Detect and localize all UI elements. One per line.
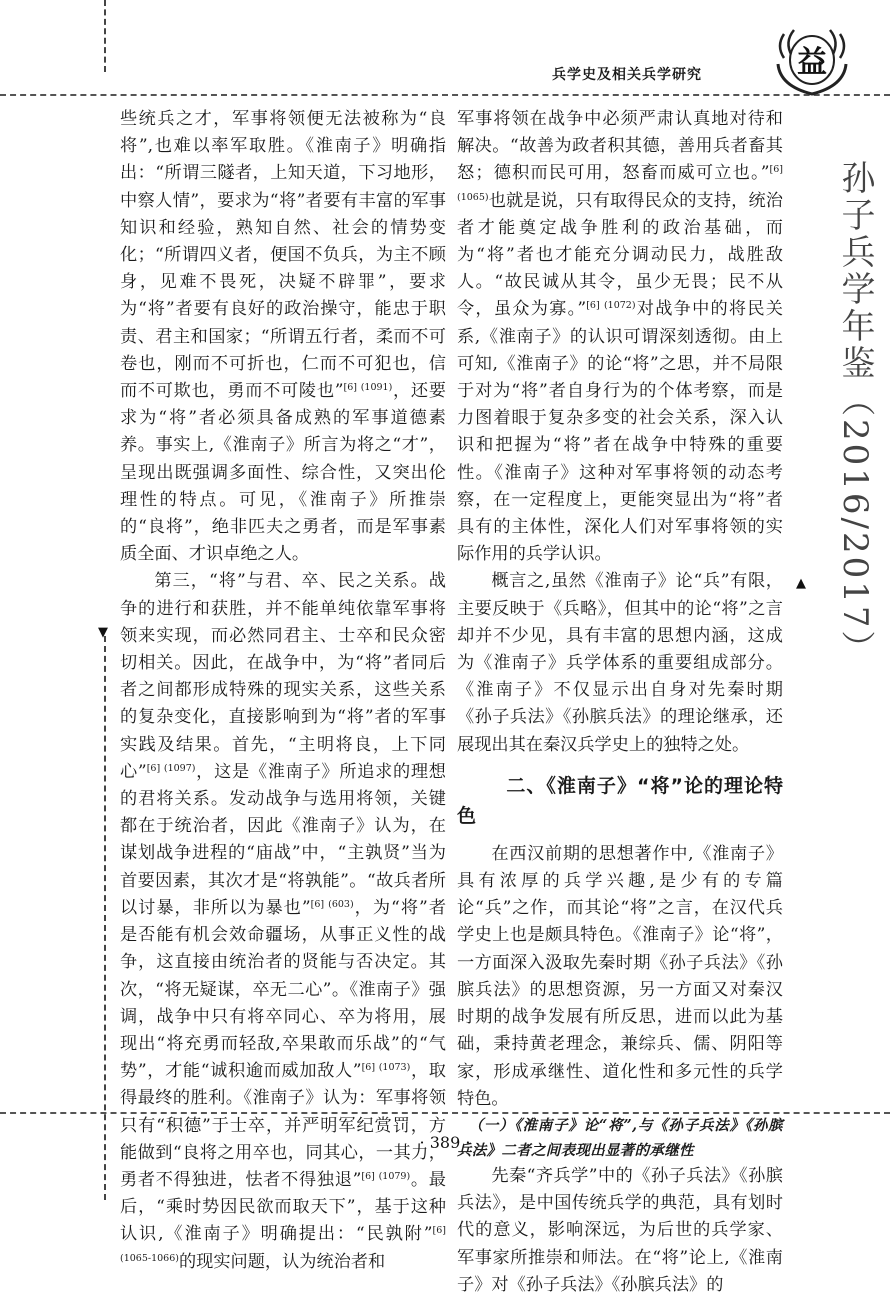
header-dashed-rule xyxy=(0,94,890,96)
paragraph: 概言之,虽然《淮南子》论“兵”有限，主要反映于《兵略》，但其中的论“将”之言却并不少见，具有丰富的思想内涵，这成为《淮南子》兵学体系的重要组成部分。《淮南子》不仅显示出自身对先秦时期《孙子兵法》《孙膑兵法》的理论继承，还展现出其在秦汉兵学史上的独特之处。 xyxy=(457,571,783,755)
triangle-down-icon: ▼ xyxy=(98,625,108,640)
paragraph: 些统兵之才，军事将领便无法被称为“良将”,也难以率军取胜。《淮南子》明确指出：“所谓三隧者，上知天道，下习地形，中察人情”，要求为“将”者要有丰富的军事知识和经验，熟知自然、社会的情势变化；“所谓四义者，便国不负兵，为主不顾身，见难不畏死，决疑不辟罪”，要求为“将”者要有良好的政治操守，能忠于职责、君主和国家；“所谓五行者，柔而不可卷也，刚而不可折也，仁而不可犯也，信而不可欺也，勇而不可陵也”$^{[6] (1091)}$，还要求为“将”者必须具备成熟的军事道德素养。事实上,《淮南子》所言为将之“才”，呈现出既强调多面性、综合性，又突出伦理性的特点。可见，《淮南子》所推崇的“良将”，绝非匹夫之勇者，而是军事素质全面、才识卓绝之人。 xyxy=(120,109,446,565)
subsection-heading: （一）《淮南子》论“将”,与《孙子兵法》《孙膑兵法》二者之间表现出显著的承继性 xyxy=(457,1116,783,1159)
citation: [6] (1065) xyxy=(457,164,783,203)
paragraph: 先秦“齐兵学”中的《孙子兵法》《孙膑兵法》，是中国传统兵学的典范，具有划时代的意义，影响深远，为后世的兵学家、军事家所推崇和师法。在“将”论上,《淮南子》对《孙子兵法》《孙膑兵法》的 xyxy=(457,1165,783,1295)
paragraph: 军事将领在战争中必须严肃认真地对待和解决。“故善为政者积其德，善用兵者畜其怒；德积而民可用，怒畜而威可立也。”$^{[6] (1065)}$也就是说，只有取得民众的支持，统治者才能奠定战争胜利的政治基础，而为“将”者也才能充分调动民力，战胜敌人。“故民诚从其令，虽少无畏；民不从令，虽众为寡。”$^{[6] (1072)}$对战争中的将民关系,《淮南子》的认识可谓深刻透彻。由上可知,《淮南子》的论“将”之思，并不局限于对为“将”者自身行为的个体考察，而是力图着眼于复杂多变的社会关系，深入认识和把握为“将”者在战争中特殊的重要性。《淮南子》这种对军事将领的动态考察，在一定程度上，更能突显出为“将”者具有的主体性，深化人们对军事将领的实际作用的兵学认识。 xyxy=(457,109,783,565)
citation: [6] (1091) xyxy=(343,382,393,394)
citation: [6] (1097) xyxy=(146,762,196,774)
citation: [6] (1072) xyxy=(586,300,636,312)
running-title: 兵学史及相关兵学研究 xyxy=(552,67,702,83)
left-margin-dashed-line-bottom xyxy=(104,636,106,1200)
book-emblem-logo xyxy=(770,16,854,100)
triangle-up-icon: ▲ xyxy=(796,576,806,591)
section-heading: 二、《淮南子》“将”论的理论特色 xyxy=(457,774,783,827)
left-text-column xyxy=(120,106,446,1276)
left-margin-dashed-line-top xyxy=(104,0,106,72)
right-text-column xyxy=(457,106,783,1299)
svg-text:益: 益 xyxy=(797,45,827,80)
citation: [6] (1065-1066) xyxy=(120,1225,446,1264)
yearbook-side-title: 孙子兵学年鉴（2016/2017） xyxy=(835,160,875,668)
citation: [6] (1073) xyxy=(361,1062,411,1074)
page-number: · 389 · xyxy=(419,1133,471,1152)
paragraph: 第三，“将”与君、卒、民之关系。战争的进行和获胜，并不能单纯依靠军事将领来实现，而必然同君主、士卒和民众密切相关。因此，在战争中，为“将”者同后者之间都形成特殊的现实关系，这些关系的复杂变化，直接影响到为“将”者的军事实践及结果。首先，“主明将良，上下同心”$^{[6] (1097)}$，这是《淮南子》所追求的理想的君将关系。发动战争与选用将领，关键都在于统治者，因此《淮南子》认为，在谋划战争进程的“庙战”中，“主孰贤”当为首要因素，其次才是“将孰能”。“故兵者所以讨暴，非所以为暴也”$^{[6] (603)}$，为“将”者是否能有机会效命疆场，从事正义性的战争，这直接由统治者的贤能与否决定。其次，“将无疑谋，卒无二心”。《淮南子》强调，战争中只有将卒同心、卒为将用，展现出“将充勇而轻敌,卒果敢而乐战”的“气势”，才能“诚积逾而威加敌人”$^{[6] (1073)}$，取得最终的胜利。《淮南子》认为：军事将领只有“积德”于士卒，并严明军纪赏罚，方能做到“良将之用卒也，同其心，一其力，勇者不得独进，怯者不得独退”$^{[6] (1079)}$。最后，“乘时势因民欲而取天下”，基于这种认识,《淮南子》明确提出：“民孰附”$^{[6] (1065-1066)}$的现实问题，认为统治者和 xyxy=(120,571,447,1272)
citation: [6] (1079) xyxy=(361,1170,411,1182)
citation: [6] (603) xyxy=(310,898,354,910)
paragraph: 在西汉前期的思想著作中,《淮南子》具有浓厚的兵学兴趣,是少有的专篇论“兵”之作，而其论“将”之言，在汉代兵学史上也是颇具特色。《淮南子》论“将”，一方面深入汲取先秦时期《孙子兵法》《孙膑兵法》的思想资源，另一方面又对秦汉时期的战争发展有所反思，进而以此为基础，秉持黄老理念，兼综兵、儒、阴阳等家，形成承继性、道化性和多元性的兵学特色。 xyxy=(457,843,783,1109)
